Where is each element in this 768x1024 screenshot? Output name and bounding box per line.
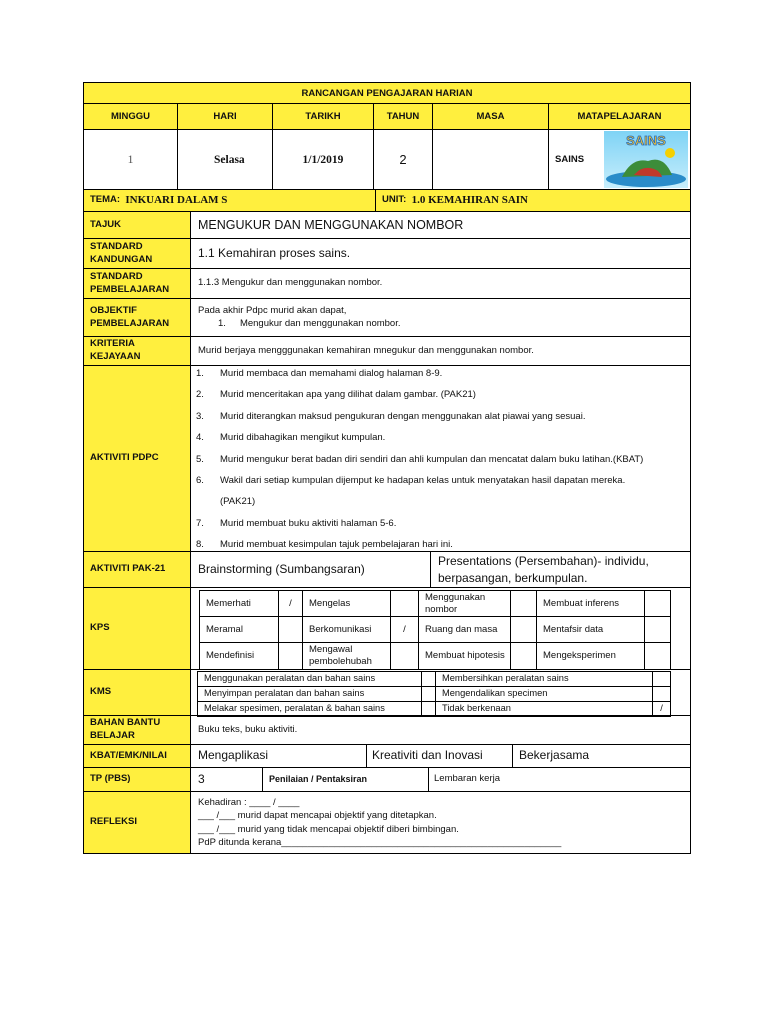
kps-skill-cell: Membuat inferens xyxy=(536,590,645,617)
kps-skill-cell: Meramal xyxy=(199,616,279,643)
kbat-value-2: Kreativiti dan Inovasi xyxy=(367,745,513,768)
aktiviti-item-text: Murid dibahagikan mengikut kumpulan. xyxy=(220,432,386,443)
objektif-label xyxy=(83,299,191,337)
kps-skill-cell: Membuat hipotesis xyxy=(418,642,511,670)
standard-pembelajaran-label xyxy=(83,269,191,299)
standard-kandungan-value: 1.1 Kemahiran proses sains. xyxy=(191,239,691,269)
kps-skill-cell: Mentafsir data xyxy=(536,616,645,643)
tajuk-label: TAJUK xyxy=(83,212,191,239)
tarikh-value: 1/1/2019 xyxy=(273,130,374,190)
kps-check-cell xyxy=(644,642,671,670)
unit-value: 1.0 KEMAHIRAN SAIN xyxy=(411,194,528,207)
hari-header: HARI xyxy=(178,104,273,130)
aktiviti-item-number: 3. xyxy=(196,411,204,422)
pak21-left-value: Brainstorming (Sumbangsaran) xyxy=(191,552,431,588)
kriteria-label xyxy=(83,337,191,366)
document-title xyxy=(83,82,691,104)
kps-skill-cell: Mengawal pembolehubah xyxy=(302,642,391,670)
kms-check-cell xyxy=(652,671,671,687)
kps-skill-cell: Menggunakan nombor xyxy=(418,590,511,617)
refleksi-line-2: ___ /___ murid dapat mencapai objektif yang ditetapkan. xyxy=(198,810,437,822)
refleksi-line-3: ___ /___ murid yang tidak mencapai objektif diberi bimbingan. xyxy=(198,823,459,835)
masa-header: MASA xyxy=(433,104,549,130)
kps-check-cell xyxy=(278,616,303,643)
aktiviti-item-number: 5. xyxy=(196,454,204,465)
sp-label-2: PEMBELAJARAN xyxy=(90,283,170,295)
tp-value: 3 xyxy=(191,768,263,792)
sk-label-2: KANDUNGAN xyxy=(90,253,153,265)
aktiviti-item-text: Murid membaca dan memahami dialog halaman 8-9. xyxy=(220,368,443,379)
kms-check-cell xyxy=(421,686,436,702)
pak21-label: AKTIVITI PAK-21 xyxy=(83,552,191,588)
kps-skill-cell: Mengeksperimen xyxy=(536,642,645,670)
kps-check-cell xyxy=(510,642,537,670)
tema-value: INKUARI DALAM S xyxy=(125,194,228,207)
sains-logo-image xyxy=(604,131,688,188)
kps-skill-cell: Berkomunikasi xyxy=(302,616,391,643)
kbat-label: KBAT/EMK/NILAI xyxy=(83,745,191,768)
bahan-label-1: BAHAN BANTU xyxy=(90,717,161,729)
kps-check-cell: / xyxy=(278,590,303,617)
title-text: RANCANGAN PENGAJARAN HARIAN xyxy=(301,87,473,99)
tahun-value: 2 xyxy=(374,130,433,190)
kms-check-cell xyxy=(421,701,436,717)
kms-skill-cell: Menggunakan peralatan dan bahan sains xyxy=(197,671,422,687)
kps-check-cell xyxy=(390,642,419,670)
kms-check-cell xyxy=(652,686,671,702)
kms-label: KMS xyxy=(83,670,191,716)
kps-check-cell xyxy=(644,590,671,617)
refleksi-label: REFLEKSI xyxy=(83,792,191,854)
aktiviti-pdpc-label: AKTIVITI PDPC xyxy=(83,366,191,552)
sp-label-1: STANDARD xyxy=(90,270,143,282)
aktiviti-item-number: 1. xyxy=(196,368,204,379)
kms-skill-cell: Tidak berkenaan xyxy=(435,701,653,717)
penilaian-label: Penilaian / Pentaksiran xyxy=(263,768,429,792)
obj-label-1: OBJEKTIF xyxy=(90,304,137,316)
standard-kandungan-label xyxy=(83,239,191,269)
kps-check-cell: / xyxy=(390,616,419,643)
objektif-item-number: 1. xyxy=(218,317,226,329)
tema-cell xyxy=(83,190,376,212)
logo-text: SAINS xyxy=(626,133,666,148)
kbat-value-3: Bekerjasama xyxy=(513,745,691,768)
kms-check-cell: / xyxy=(652,701,671,717)
kps-check-cell xyxy=(278,642,303,670)
aktiviti-item-text: Murid menceritakan apa yang dilihat dalam gambar. (PAK21) xyxy=(220,389,476,400)
kbat-value-1: Mengaplikasi xyxy=(191,745,367,768)
kps-label: KPS xyxy=(83,588,191,670)
pak21-right-line-2: berpasangan, berkumpulan. xyxy=(438,570,588,585)
kms-skill-cell: Membersihkan peralatan sains xyxy=(435,671,653,687)
standard-pembelajaran-value: 1.1.3 Mengukur dan menggunakan nombor. xyxy=(191,269,691,299)
matapelajaran-text: SAINS xyxy=(555,154,585,165)
refleksi-kehadiran: Kehadiran : ____ / ____ xyxy=(198,797,300,808)
kr-label-1: KRITERIA xyxy=(90,338,135,350)
tarikh-header: TARIKH xyxy=(273,104,374,130)
bahan-label-2: BELAJAR xyxy=(90,730,135,741)
minggu-value: 1 xyxy=(83,130,178,190)
objektif-value xyxy=(191,299,691,337)
tajuk-value: MENGUKUR DAN MENGGUNAKAN NOMBOR xyxy=(191,212,691,239)
aktiviti-item-number: 7. xyxy=(196,518,204,529)
unit-cell xyxy=(376,190,691,212)
tahun-header: TAHUN xyxy=(374,104,433,130)
sk-label-1: STANDARD xyxy=(90,240,143,252)
minggu-header: MINGGU xyxy=(83,104,178,130)
matapelajaran-header: MATAPELAJARAN xyxy=(549,104,691,130)
kps-check-cell xyxy=(644,616,671,643)
kms-skill-cell: Melakar spesimen, peralatan & bahan sains xyxy=(197,701,422,717)
penilaian-value: Lembaran kerja xyxy=(429,768,691,792)
bahan-value: Buku teks, buku aktiviti. xyxy=(191,716,691,745)
kps-skill-cell: Mengelas xyxy=(302,590,391,617)
refleksi-line-4: PdP ditunda kerana_____________________________________________________ xyxy=(198,837,562,849)
objektif-item: Mengukur dan menggunakan nombor. xyxy=(239,317,401,329)
hari-value: Selasa xyxy=(178,130,273,190)
pak21-right-value xyxy=(431,552,691,588)
aktiviti-item-text: Murid membuat buku aktiviti halaman 5-6. xyxy=(220,518,397,529)
unit-label: UNIT: xyxy=(382,194,407,206)
kms-skill-cell: Menyimpan peralatan dan bahan sains xyxy=(197,686,422,702)
aktiviti-item-text: Wakil dari setiap kumpulan dijemput ke hadapan kelas untuk menyatakan hasil dapatan mereka. xyxy=(220,475,626,486)
aktiviti-pdpc-list xyxy=(191,366,691,552)
objektif-intro: Pada akhir Pdpc murid akan dapat, xyxy=(198,305,347,317)
aktiviti-item-text: Murid diterangkan maksud pengukuran dengan menggunakan alat piawai yang sesuai. xyxy=(220,411,586,422)
refleksi-value xyxy=(191,792,691,854)
aktiviti-item-number: 6. xyxy=(196,475,204,486)
tp-label: TP (PBS) xyxy=(83,768,191,792)
aktiviti-item-number: 2. xyxy=(196,389,204,400)
aktiviti-item-text: Murid mengukur berat badan diri sendiri dan ahli kumpulan dan mencatat dalam buku latihan.(KBAT) xyxy=(220,454,644,465)
kps-skill-cell: Memerhati xyxy=(199,590,279,617)
obj-label-2: PEMBELAJARAN xyxy=(90,317,170,329)
aktiviti-item-number: 8. xyxy=(196,539,204,550)
tema-label: TEMA: xyxy=(90,194,121,206)
kps-check-cell xyxy=(510,616,537,643)
kr-label-2: KEJAYAAN xyxy=(90,351,141,362)
kps-check-cell xyxy=(510,590,537,617)
kms-check-cell xyxy=(421,671,436,687)
kps-check-cell xyxy=(390,590,419,617)
aktiviti-item-number: 4. xyxy=(196,432,204,443)
kps-skill-cell: Ruang dan masa xyxy=(418,616,511,643)
bahan-label xyxy=(83,716,191,745)
pak21-right-line-1: Presentations (Persembahan)- individu, xyxy=(438,554,649,569)
aktiviti-item-text: Murid membuat kesimpulan tajuk pembelajaran hari ini. xyxy=(220,539,453,550)
kps-skill-cell: Mendefinisi xyxy=(199,642,279,670)
aktiviti-item-text: (PAK21) xyxy=(220,496,256,507)
kriteria-value: Murid berjaya mengggunakan kemahiran mnegukur dan menggunakan nombor. xyxy=(191,337,691,366)
masa-value xyxy=(433,130,549,190)
kms-skill-cell: Mengendalikan specimen xyxy=(435,686,653,702)
